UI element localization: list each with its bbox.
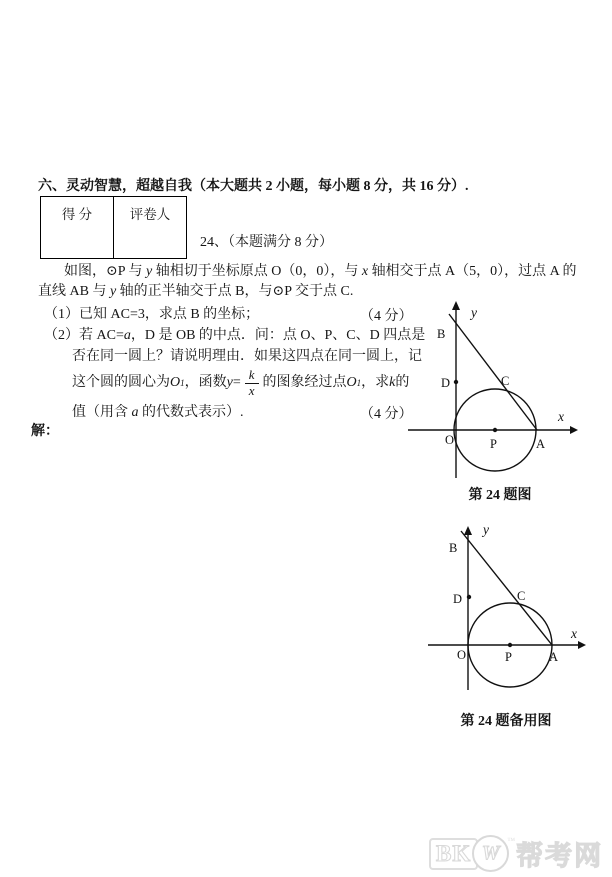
part2-text: 的 [395,375,410,390]
question-title: 24、（本题满分 8 分） [200,235,333,250]
label-y-axis: y [471,305,477,320]
score-table [40,196,187,259]
watermark-logo [429,834,603,873]
label-p: P [505,650,512,664]
y-axis-arrow [452,301,460,310]
score-label: 得 分 [61,207,93,222]
watermark-w-circle-icon: W [472,835,509,872]
point-p-dot [508,643,512,647]
point-d-dot [467,595,471,599]
watermark-site-name: 帮考网 [516,841,604,871]
intro-text: 直线 AB 与 [38,284,110,299]
part2-text: 这个圆的圆心为 [72,375,170,390]
trademark-icon: ™ [507,836,516,845]
fraction-numerator: k [245,368,259,383]
point-p-dot [493,428,497,432]
var-y: y [109,284,117,299]
part2-text: ，D 是 OB 的中点．问：点 O、P、C、D 四点是 [130,328,426,343]
fraction-denominator: x [248,382,255,398]
label-b: B [449,541,458,555]
intro-text: 轴的正半轴交于点 B，与⊙P 交于点 C. [116,284,354,299]
x-axis-arrow [578,641,586,649]
grader-label: 评卷人 [129,207,171,222]
label-o: O [457,648,467,662]
part2-text: （2）若 AC= [44,328,124,343]
score-cell [41,197,114,258]
intro-text: 轴相切于坐标原点 O（0，0），与 [152,264,362,279]
var-o1: O [346,375,357,390]
part2-text: ，求 [361,375,390,390]
part2-line3: 这个圆的圆心为 O 1 ，函数 y = $\frac{k}{x}$ 的图象经过点 O 1 ，求 k 的 [72,367,410,398]
part2-score: （4 分） [360,407,413,422]
part2-text: 的图象经过点 [262,375,347,390]
var-a: a [131,405,139,420]
line-ab [461,531,552,645]
intro-text: 如图，⊙P 与 [64,264,146,279]
part2-text: ，函数 [184,375,227,390]
part2-line4 [72,403,244,423]
part2-text: 的代数式表示）. [138,405,244,420]
part2-text: 值（用含 [72,405,132,420]
part2-line2: 否在同一圆上？请说明理由．如果这四点在同一圆上，记 [72,349,422,364]
intro-text: 轴相交于点 A（5，0），过点 A 的 [368,264,577,279]
label-x-axis: x [571,626,577,641]
x-axis-arrow [570,426,578,434]
label-c: C [517,589,526,603]
figure-q24-backup [420,517,592,699]
watermark-bk-letters: BK [429,838,478,870]
figure1-caption: 第 24 题图 [468,488,532,503]
label-y-axis: y [483,522,489,537]
section-header: 六、灵动智慧，超越自我（本大题共 2 小题，每小题 8 分，共 16 分）. [38,179,469,194]
question-intro-line2 [38,282,353,302]
label-a: A [536,437,546,451]
part1-text: （1）已知 AC=3，求点 B 的坐标； [44,307,260,322]
label-c: C [501,374,510,388]
fraction-k-over-x [245,368,259,398]
part1-score: （4 分） [360,309,413,324]
figure-q24 [400,296,582,484]
var-a: a [123,328,131,343]
var-o1: O [170,375,181,390]
label-p: P [490,437,497,451]
label-a: A [549,650,559,664]
point-d-dot [454,380,458,384]
y-axis-arrow [464,526,472,535]
var-y: y [146,264,153,279]
var-x: x [361,264,369,279]
label-x-axis: x [558,409,564,424]
label-d: D [441,376,451,390]
line-ab [449,314,537,430]
solve-label: 解： [31,424,59,439]
var-k: k [389,375,396,390]
part2-line1 [44,326,425,346]
grader-cell [114,197,186,258]
question-intro-line1 [38,262,577,282]
equals-sign: = [232,375,241,390]
label-b: B [437,327,446,341]
label-o: O [445,433,455,447]
figure2-caption: 第 24 题备用图 [460,714,552,729]
label-d: D [453,592,463,606]
var-y: y [226,375,233,390]
